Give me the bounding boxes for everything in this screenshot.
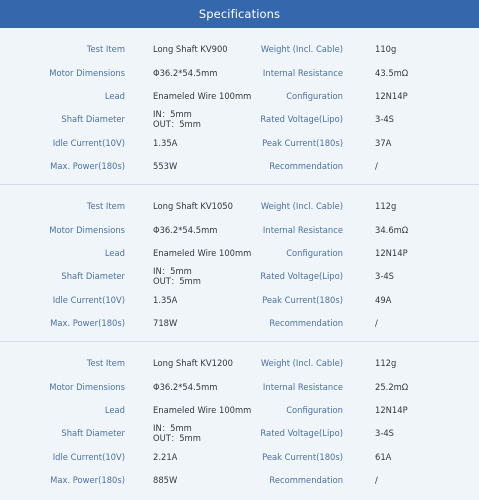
internal-resistance-label: Internal Resistance [262,225,343,235]
rated-voltage-label: Rated Voltage(Lipo) [260,114,343,124]
idle-current-label: Idle Current(10V) [52,295,125,305]
peak-current-label: Peak Current(180s) [262,138,343,148]
lead-label: Lead [104,91,125,101]
rated-voltage-label: Rated Voltage(Lipo) [260,271,343,281]
shaft-diameter-value [153,265,201,287]
weight-label: Weight (Incl. Cable) [260,358,343,368]
max-power-label: Max. Power(180s) [50,318,125,328]
spec-row [0,352,479,374]
weight-value: 112g [375,201,397,211]
max-power-value: 718W [153,318,178,328]
lead-value: Enameled Wire 100mm [153,248,252,258]
lead-value: Enameled Wire 100mm [153,91,252,101]
motor-dimensions-label: Motor Dimensions [49,225,125,235]
recommendation-value: / [375,475,378,485]
idle-current-value: 1.35A [153,295,178,305]
recommendation-label: Recommendation [269,475,343,485]
idle-current-label: Idle Current(10V) [52,138,125,148]
spec-block-kv1200 [0,342,479,500]
rated-voltage-value: 3-4S [375,114,394,124]
motor-dimensions-label: Motor Dimensions [49,68,125,78]
internal-resistance-label: Internal Resistance [262,68,343,78]
spec-row [0,195,479,217]
rated-voltage-value: 3-4S [375,271,394,281]
configuration-value: 12N14P [375,248,408,258]
rated-voltage-label: Rated Voltage(Lipo) [260,428,343,438]
test-item-label: Test Item [86,358,125,368]
shaft-in-value: IN：5mm [153,266,192,276]
weight-value: 112g [375,358,397,368]
motor-dimensions-label: Motor Dimensions [49,382,125,392]
spec-row [0,132,479,154]
lead-label: Lead [104,405,125,415]
lead-label: Lead [104,248,125,258]
idle-current-value: 2.21A [153,452,178,462]
spec-row [0,38,479,60]
spec-row [0,376,479,398]
spec-row [0,422,479,444]
lead-value: Enameled Wire 100mm [153,405,252,415]
peak-current-label: Peak Current(180s) [262,295,343,305]
idle-current-label: Idle Current(10V) [52,452,125,462]
configuration-label: Configuration [286,248,343,258]
configuration-value: 12N14P [375,405,408,415]
recommendation-value: / [375,318,378,328]
peak-current-value: 61A [375,452,392,462]
max-power-label: Max. Power(180s) [50,161,125,171]
idle-current-value: 1.35A [153,138,178,148]
shaft-diameter-label: Shaft Diameter [61,114,125,124]
configuration-label: Configuration [286,91,343,101]
weight-value: 110g [375,44,397,54]
internal-resistance-value: 43.5mΩ [375,68,409,78]
shaft-in-value: IN：5mm [153,423,192,433]
spec-row [0,155,479,177]
recommendation-label: Recommendation [269,318,343,328]
spec-block-kv900 [0,28,479,185]
shaft-diameter-label: Shaft Diameter [61,271,125,281]
motor-dimensions-value: Φ36.2*54.5mm [153,225,218,235]
spec-row [0,446,479,468]
internal-resistance-value: 25.2mΩ [375,382,409,392]
recommendation-label: Recommendation [269,161,343,171]
shaft-out-value: OUT：5mm [153,276,201,286]
spec-row [0,62,479,84]
test-item-value: Long Shaft KV900 [153,44,228,54]
test-item-value: Long Shaft KV1200 [153,358,233,368]
recommendation-value: / [375,161,378,171]
peak-current-value: 37A [375,138,392,148]
specifications-header [0,0,479,28]
spec-row [0,289,479,311]
configuration-label: Configuration [286,405,343,415]
spec-row [0,108,479,130]
shaft-diameter-value [153,422,201,444]
shaft-diameter-value [153,108,201,130]
peak-current-value: 49A [375,295,392,305]
spec-row [0,85,479,107]
rated-voltage-value: 3-4S [375,428,394,438]
internal-resistance-value: 34.6mΩ [375,225,409,235]
spec-row [0,399,479,421]
max-power-label: Max. Power(180s) [50,475,125,485]
motor-dimensions-value: Φ36.2*54.5mm [153,68,218,78]
spec-row [0,242,479,264]
peak-current-label: Peak Current(180s) [262,452,343,462]
weight-label: Weight (Incl. Cable) [260,201,343,211]
spec-row [0,312,479,334]
shaft-in-value: IN：5mm [153,109,192,119]
test-item-label: Test Item [86,44,125,54]
spec-row [0,469,479,491]
shaft-out-value: OUT：5mm [153,119,201,129]
page-title: Specifications [198,7,281,21]
test-item-label: Test Item [86,201,125,211]
weight-label: Weight (Incl. Cable) [260,44,343,54]
shaft-out-value: OUT：5mm [153,433,201,443]
spec-block-kv1050 [0,185,479,342]
spec-row [0,265,479,287]
shaft-diameter-label: Shaft Diameter [61,428,125,438]
test-item-value: Long Shaft KV1050 [153,201,233,211]
internal-resistance-label: Internal Resistance [262,382,343,392]
max-power-value: 885W [153,475,178,485]
motor-dimensions-value: Φ36.2*54.5mm [153,382,218,392]
max-power-value: 553W [153,161,178,171]
configuration-value: 12N14P [375,91,408,101]
spec-row [0,219,479,241]
